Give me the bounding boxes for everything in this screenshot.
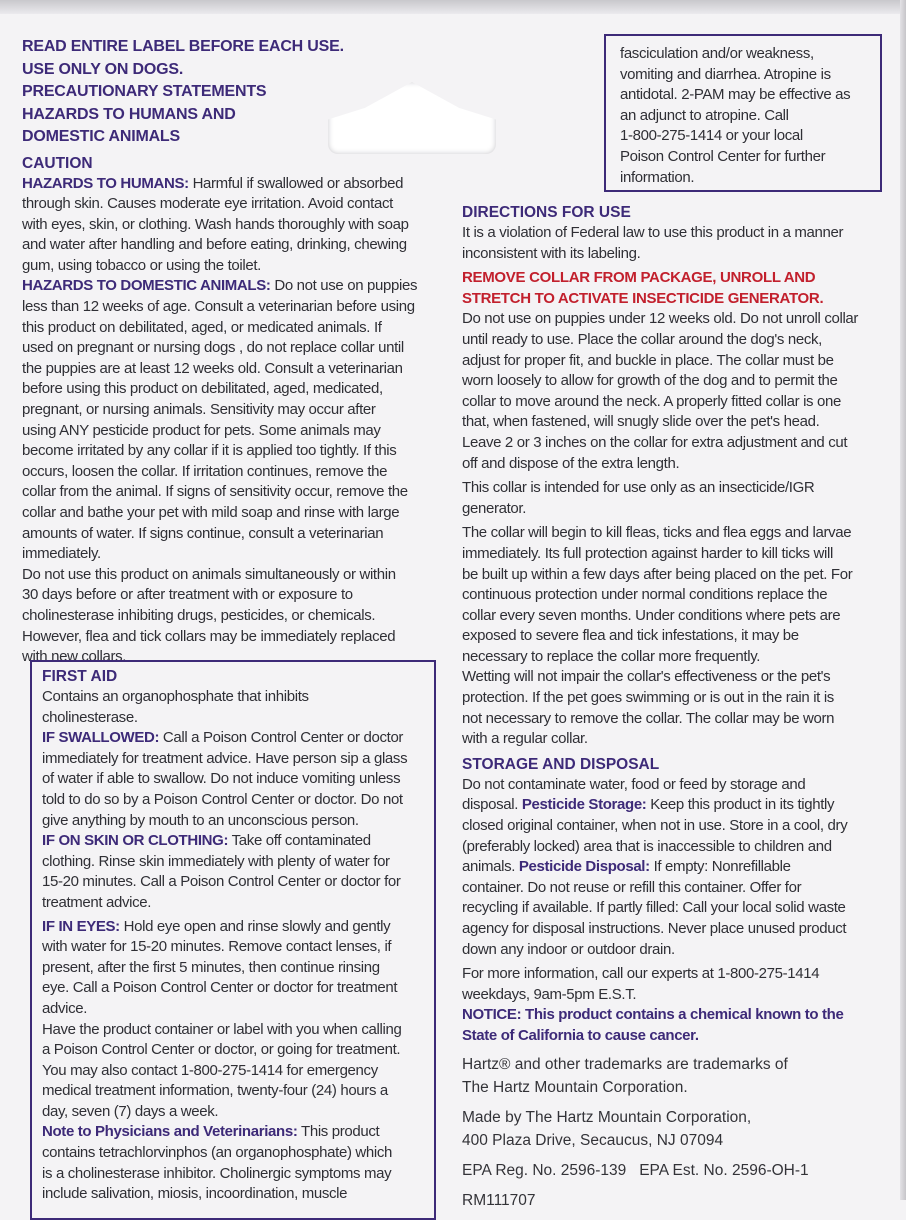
fit-instructions: worn loosely to allow for growth of the dog and to permit the xyxy=(462,372,838,390)
first-aid-intro: cholinesterase. xyxy=(42,708,138,726)
animals-label: HAZARDS TO DOMESTIC ANIMALS: xyxy=(22,277,271,295)
if-in-eyes-text: eye. Call a Poison Control Center or doctor for treatment xyxy=(42,979,398,997)
storage-text: Do not contaminate water, food or feed by storage and xyxy=(462,775,806,793)
first-aid-continued-text: information. xyxy=(620,168,695,186)
kill-protection: immediately. Its full protection against harder to kill ticks will xyxy=(462,544,833,562)
caution-title: CAUTION xyxy=(22,154,93,172)
manufacturer-text: Made by The Hartz Mountain Corporation, xyxy=(462,1108,752,1126)
fit-instructions: Leave 2 or 3 inches on the collar for extra adjustment and cut xyxy=(462,433,848,451)
more-info-text: weekdays, 9am-5pm E.S.T. xyxy=(462,985,637,1003)
if-in-eyes-text: with water for 15-20 minutes. Remove contact lenses, if xyxy=(42,938,392,956)
company-info xyxy=(462,1053,882,1212)
physicians-text: This product xyxy=(297,1123,380,1141)
prop65-notice: NOTICE: This product contains a chemical known to the xyxy=(462,1006,844,1024)
intended-use: This collar is intended for use only as an insecticide/IGR xyxy=(462,479,815,497)
kill-protection: The collar will begin to kill fleas, ticks and flea eggs and larvae xyxy=(462,524,852,542)
first-aid-continued-text: fasciculation and/or weakness, xyxy=(620,45,814,62)
directions-title: DIRECTIONS FOR USE xyxy=(462,204,631,221)
first-aid-box xyxy=(30,660,436,1220)
activate-warning: REMOVE COLLAR FROM PACKAGE, UNROLL AND xyxy=(462,269,816,287)
if-in-eyes-label: IF IN EYES: xyxy=(42,917,120,935)
storage-text: animals. xyxy=(462,858,519,876)
first-aid-continued-box xyxy=(604,34,882,192)
storage-text: recycling if available. If partly filled: Call your local solid waste xyxy=(462,899,846,917)
if-swallowed-text: Call a Poison Control Center or doctor xyxy=(159,729,404,747)
animals-text: pregnant, or nursing animals. Sensitivity may occur after xyxy=(22,401,376,419)
animals-text: used on pregnant or nursing dogs , do not replace collar until xyxy=(22,339,404,357)
if-swallowed-text: of water if able to swallow. Do not induce vomiting unless xyxy=(42,770,401,788)
humans-text: through skin. Causes moderate eye irritation. Avoid contact xyxy=(22,195,393,213)
fit-instructions: that, when fastened, will snugly slide over the pet's head. xyxy=(462,413,820,431)
kill-protection: continuous protection under normal conditions replace the xyxy=(462,586,828,604)
storage-text: container. Do not reuse or refill this container. Offer for xyxy=(462,878,802,896)
epa-registration: EPA Reg. No. 2596-139 EPA Est. No. 2596-OH-1 xyxy=(462,1161,809,1179)
pesticide-storage-label: Pesticide Storage: xyxy=(521,796,647,814)
kill-protection: necessary to replace the collar more frequently. xyxy=(462,647,761,665)
animals-text: occurs, loosen the collar. If irritation continues, remove the xyxy=(22,462,388,480)
humans-label: HAZARDS TO HUMANS: xyxy=(22,174,189,192)
storage-text: closed original container, when not in use. Store in a cool, dry xyxy=(462,817,848,835)
animals-text: Do not use on puppies xyxy=(270,277,418,295)
storage-text: down any indoor or outdoor drain. xyxy=(462,940,675,958)
if-on-skin-text: treatment advice. xyxy=(42,893,152,911)
header-line: READ ENTIRE LABEL BEFORE EACH USE. xyxy=(22,38,344,55)
simultaneous-use-warning xyxy=(22,565,437,668)
if-in-eyes-text: present, after the first 5 minutes, then continue rinsing xyxy=(42,958,380,976)
pesticide-disposal-label: Pesticide Disposal: xyxy=(518,858,650,876)
first-aid-continued-text: an adjunct to atropine. Call xyxy=(620,106,789,124)
simultaneous-text: 30 days before or after treatment with or exposure to xyxy=(22,586,353,604)
kill-protection: collar every seven months. Under conditions where pets are xyxy=(462,606,841,624)
storage-text: If empty: Nonrefillable xyxy=(649,858,791,876)
box-top-edge xyxy=(0,0,906,14)
first-aid-continued-text: 1-800-275-1414 or your local xyxy=(620,127,803,145)
humans-text: and water after handling and before eating, drinking, chewing xyxy=(22,236,407,254)
left-column xyxy=(22,36,437,668)
humans-text: Harmful if swallowed or absorbed xyxy=(188,174,404,192)
manufacturer-address: 400 Plaza Drive, Secaucus, NJ 07094 xyxy=(462,1131,724,1149)
if-swallowed-text: give anything by mouth to an unconscious person. xyxy=(42,811,359,829)
wetting-info: Wetting will not impair the collar's effectiveness or the pet's xyxy=(462,668,831,686)
if-swallowed-label: IF SWALLOWED: xyxy=(42,729,160,747)
fit-instructions: off and dispose of the extra length. xyxy=(462,454,680,472)
product-code: RM111707 xyxy=(462,1191,536,1209)
animals-text: collar and bathe your pet with mild soap and rinse with large xyxy=(22,504,400,521)
container-text: day, seven (7) days a week. xyxy=(42,1102,219,1120)
container-text: Have the product container or label with you when calling xyxy=(42,1020,402,1038)
header-line: HAZARDS TO HUMANS AND xyxy=(22,105,236,123)
fit-instructions: adjust for proper fit, and buckle in place. The collar must be xyxy=(462,351,834,369)
storage-title: STORAGE AND DISPOSAL xyxy=(462,755,660,773)
storage-text: Keep this product in its tightly xyxy=(646,796,835,814)
animals-text: this product on debilitated, aged, or medicated animals. If xyxy=(22,318,382,336)
first-aid-continued-text: vomiting and diarrhea. Atropine is xyxy=(620,65,831,83)
hazards-to-humans xyxy=(22,174,437,277)
physicians-label: Note to Physicians and Veterinarians: xyxy=(42,1123,298,1141)
simultaneous-text: However, flea and tick collars may be immediately replaced xyxy=(22,627,396,645)
directions-violation: It is a violation of Federal law to use this product in a manner xyxy=(462,224,844,241)
label-header xyxy=(22,36,437,149)
storage-text: agency for disposal instructions. Never place unused product xyxy=(462,920,847,937)
header-line: DOMESTIC ANIMALS xyxy=(22,128,180,145)
fit-instructions: collar to move around the neck. A properly fitted collar is one xyxy=(462,392,842,410)
if-in-eyes-text: Hold eye open and rinse slowly and gently xyxy=(119,917,391,935)
box-right-edge xyxy=(900,0,906,1200)
storage-text: (preferably locked) area that is inaccessible to children and xyxy=(462,837,832,855)
first-aid-title: FIRST AID xyxy=(42,668,118,685)
if-swallowed-text: immediately for treatment advice. Have person sip a glass xyxy=(42,749,408,767)
wetting-info: protection. If the pet goes swimming or is out in the rain it is xyxy=(462,689,834,707)
humans-text: gum, using tobacco or using the toilet. xyxy=(22,256,261,274)
header-line: USE ONLY ON DOGS. xyxy=(22,60,184,78)
fit-instructions: Do not use on puppies under 12 weeks old. Do not unroll collar xyxy=(462,310,859,328)
prop65-notice: State of California to cause cancer. xyxy=(462,1026,699,1044)
more-info-text: For more information, call our experts at 1-800-275-1414 xyxy=(462,965,820,983)
first-aid-continued-text: antidotal. 2-PAM may be effective as xyxy=(620,86,851,104)
kill-protection: exposed to severe flea and tick infestations, it may be xyxy=(462,627,799,645)
first-aid-continued-text: Poison Control Center for further xyxy=(620,147,826,165)
animals-text: before using this product on debilitated, aged, medicated, xyxy=(22,380,383,398)
physicians-text: is a cholinesterase inhibitor. Cholinergic symptoms may xyxy=(42,1164,392,1182)
wetting-info: with a regular collar. xyxy=(462,730,588,748)
if-on-skin-text: clothing. Rinse skin immediately with plenty of water for xyxy=(42,852,390,870)
humans-text: with eyes, skin, or clothing. Wash hands thoroughly with soap xyxy=(22,215,409,233)
kill-protection: be built up within a few days after being placed on the pet. For xyxy=(462,565,853,583)
trademark-text: Hartz® and other trademarks are trademarks of xyxy=(462,1055,788,1073)
if-on-skin-text: Take off contaminated xyxy=(228,832,371,850)
right-column xyxy=(462,202,882,1212)
container-text: medical treatment information, twenty-four (24) hours a xyxy=(42,1082,388,1100)
animals-text: the puppies are at least 12 weeks old. Consult a veterinarian xyxy=(22,359,403,377)
physicians-text: contains tetrachlorvinphos (an organophosphate) which xyxy=(42,1144,393,1162)
wetting-info: not necessary to remove the collar. The collar may be worn xyxy=(462,709,835,727)
animals-text: become irritated by any collar if it is applied too tightly. If this xyxy=(22,442,397,460)
simultaneous-text: Do not use this product on animals simultaneously or within xyxy=(22,565,396,583)
container-text: a Poison Control Center or doctor, or going for treatment. xyxy=(42,1041,401,1059)
if-in-eyes-text: advice. xyxy=(42,999,88,1017)
trademark-text: The Hartz Mountain Corporation. xyxy=(462,1078,688,1096)
simultaneous-text: cholinesterase inhibiting drugs, pesticides, or chemicals. xyxy=(22,606,376,624)
if-swallowed-text: told to do so by a Poison Control Center or doctor. Do not xyxy=(42,790,403,808)
if-on-skin-label: IF ON SKIN OR CLOTHING: xyxy=(42,832,229,850)
intended-use: generator. xyxy=(462,499,527,517)
animals-text: using ANY pesticide product for pets. Some animals may xyxy=(22,421,381,439)
physicians-text: include salivation, miosis, incoordination, muscle xyxy=(42,1185,348,1203)
first-aid-intro: Contains an organophosphate that inhibits xyxy=(42,688,309,705)
simultaneous-text: with new collars. xyxy=(22,648,127,666)
directions-violation: inconsistent with its labeling. xyxy=(462,244,641,262)
animals-text: immediately. xyxy=(22,545,101,563)
animals-text: amounts of water. If signs continue, consult a veterinarian xyxy=(22,524,384,542)
activate-warning: STRETCH TO ACTIVATE INSECTICIDE GENERATOR. xyxy=(462,289,824,307)
animals-text: less than 12 weeks of age. Consult a veterinarian before using xyxy=(22,298,415,316)
animals-text: collar from the animal. If signs of sensitivity occur, remove the xyxy=(22,483,408,501)
storage-text: disposal. xyxy=(462,796,522,814)
container-text: You may also contact 1-800-275-1414 for emergency xyxy=(42,1061,378,1079)
header-line: PRECAUTIONARY STATEMENTS xyxy=(22,83,267,100)
hazards-to-domestic-animals xyxy=(22,276,437,564)
if-on-skin-text: 15-20 minutes. Call a Poison Control Center or doctor for xyxy=(42,873,401,891)
fit-instructions: until ready to use. Place the collar around the dog's neck, xyxy=(462,330,822,348)
